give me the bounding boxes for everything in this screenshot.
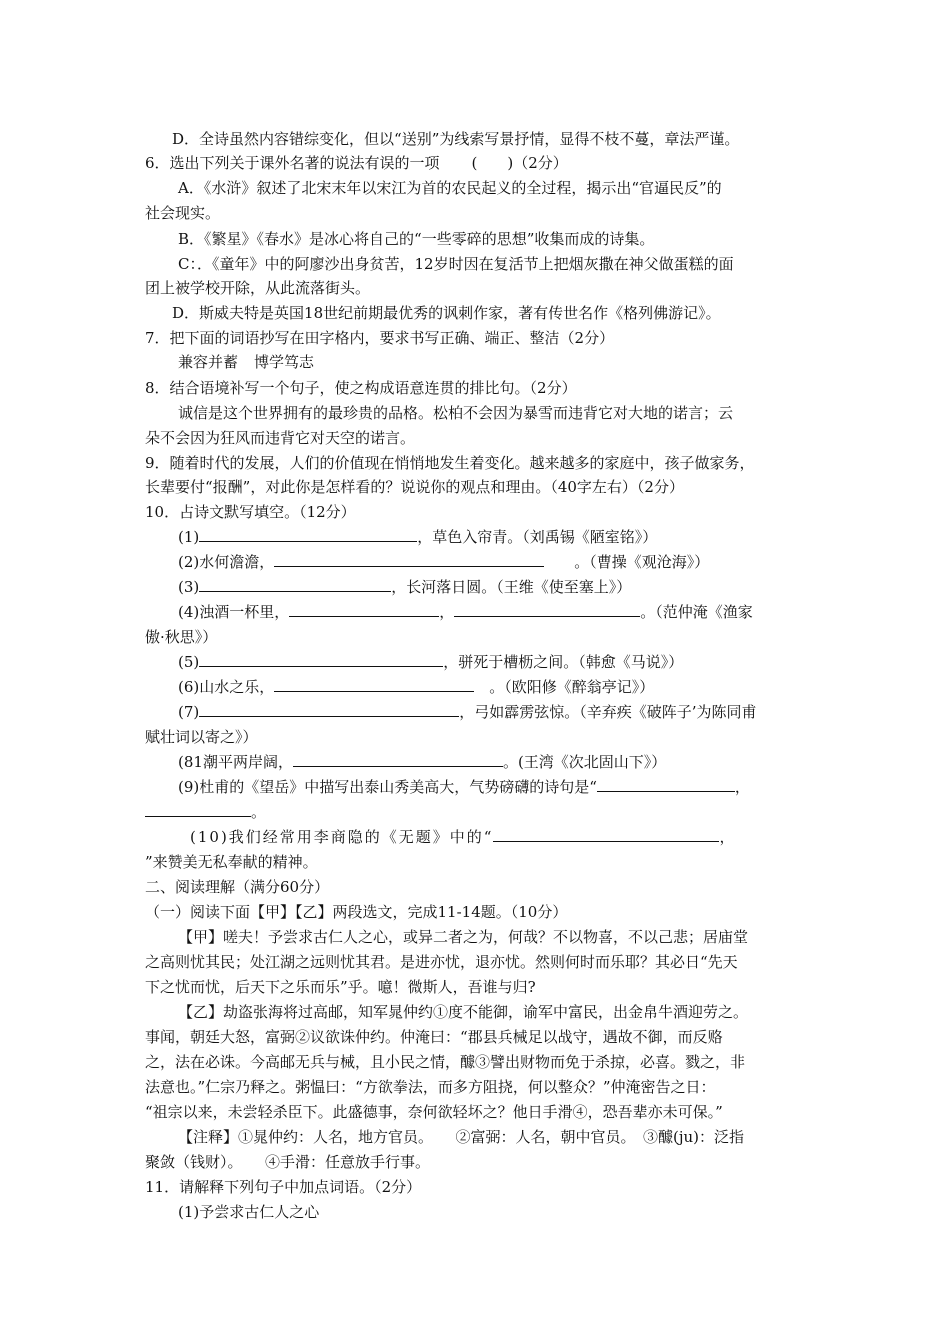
q10-item-5: (5) ，骈死于槽枥之间。（韩愈《马说》） bbox=[178, 653, 684, 671]
passage-yi-line3: 之，法在必诛。今高邮无兵与械，且小民之情，醵③譬出财物而免于杀掠，必喜。戮之，非 bbox=[145, 1053, 746, 1071]
q10-item-4-line1: (4)浊酒一杯里， ， 。（范仲淹《渔家 bbox=[178, 603, 753, 621]
fill-blank[interactable] bbox=[199, 701, 459, 717]
passage-yi-line4: 法意也。”仁宗乃释之。粥愠曰：“方欲拳法，而多方阻挠，何以整众？”仲淹密告之日： bbox=[145, 1078, 716, 1096]
q8-context-line1: 诚信是这个世界拥有的最珍贵的品格。松柏不会因为暴雪而违背它对大地的诺言；云 bbox=[178, 404, 734, 422]
passage-jia-line2: 之高则忧其民；处江湖之远则忧其君。是进亦忧，退亦忧。然则何时而乐耶？其必日“先天 bbox=[145, 953, 738, 971]
fill-blank[interactable] bbox=[493, 826, 719, 842]
q11-item-1: (1)予尝求古仁人之心 bbox=[178, 1203, 320, 1221]
fill-blank[interactable] bbox=[289, 601, 439, 617]
q10-item-6: (6)山水之乐， 。（欧阳修《醉翁亭记》） bbox=[178, 678, 655, 696]
passage-jia-line3: 下之忧而忧，后天下之乐而乐”乎。噫！微斯人，吾谁与归? bbox=[145, 978, 536, 996]
passage-jia-line1: 【甲】嗟夫！予尝求古仁人之心，或异二者之为，何哉？不以物喜，不以己悲；居庙堂 bbox=[178, 928, 749, 946]
q10-item-1: (1) ，草色入帘青。（刘禹锡《陋室铭》） bbox=[178, 528, 658, 546]
fill-blank[interactable] bbox=[454, 601, 640, 617]
fill-blank[interactable] bbox=[145, 801, 251, 817]
q5-option-d: D．全诗虽然内容错综变化，但以“送别”为线索写景抒情，显得不枝不蔓，章法严谨。 bbox=[172, 130, 740, 148]
notes-line1: 【注释】①晁仲约：人名，地方官员。 ②富弼：人名，朝中官员。 ③醵(ju)：泛指 bbox=[178, 1128, 745, 1146]
q11-stem: 11．请解释下列句子中加点词语。（2分） bbox=[145, 1178, 422, 1196]
fill-blank[interactable] bbox=[199, 651, 443, 667]
q8-context-line2: 朵不会因为狂风而违背它对天空的诺言。 bbox=[145, 429, 416, 447]
q6-stem: 6．选出下列关于课外名著的说法有误的一项 ( )（2分） bbox=[145, 154, 568, 172]
q6-option-c-line2: 团上被学校开除，从此流落街头。 bbox=[145, 279, 371, 297]
q10-item-10-line1: (10)我们经常用李商隐的《无题》中的“ ， bbox=[190, 828, 737, 846]
q10-item-3: (3) ，长河落日圆。（王维《使至塞上》） bbox=[178, 578, 632, 596]
q6-option-d: D．斯威夫特是英国18世纪前期最优秀的讽刺作家，著有传世名作《格列佛游记》。 bbox=[172, 304, 721, 322]
fill-blank[interactable] bbox=[199, 576, 391, 592]
q10-item-9-line2: 。 bbox=[145, 801, 266, 823]
q6-option-a-line2: 社会现实。 bbox=[145, 204, 221, 222]
q10-item-10-line2: ”来赞美无私奉献的精神。 bbox=[145, 853, 318, 871]
q10-item-4-line2: 傲·秋思》） bbox=[145, 628, 218, 646]
fill-blank[interactable] bbox=[274, 676, 474, 692]
passage-yi-line5: “祖宗以来，未尝轻杀臣下。此盛德事，奈何欲轻坏之？他日手滑④，恐吾辈亦未可保。” bbox=[145, 1103, 723, 1121]
q10-item-7-line2: 赋壮词以寄之》） bbox=[145, 728, 258, 746]
q10-item-2: (2)水何澹澹， 。（曹操《观沧海》） bbox=[178, 553, 710, 571]
passage-yi-line1: 【乙】劫盗张海将过高邮，知军晁仲约①度不能御，谕军中富民，出金帛牛酒迎劳之。 bbox=[178, 1003, 749, 1021]
passage-yi-line2: 事闻，朝廷大怒，富弼②议欲诛仲约。仲淹曰：“郡县兵械足以战守，遇故不御，而反赂 bbox=[145, 1028, 723, 1046]
q7-stem: 7．把下面的词语抄写在田字格内，要求书写正确、端正、整洁（2分） bbox=[145, 329, 615, 347]
reading-1-intro: （一）阅读下面【甲】【乙】两段选文，完成11-14题。（10分） bbox=[145, 903, 568, 921]
fill-blank[interactable] bbox=[597, 776, 735, 792]
q10-item-8: (81潮平两岸阔， 。(王湾《次北固山下》） bbox=[178, 753, 667, 771]
q8-stem: 8．结合语境补写一个句子，使之构成语意连贯的排比句。（2分） bbox=[145, 379, 577, 397]
notes-line2: 聚敛（钱财）。 ④手滑：任意放手行事。 bbox=[145, 1153, 431, 1171]
fill-blank[interactable] bbox=[293, 751, 503, 767]
section-2-heading: 二、阅读理解（满分60分） bbox=[145, 878, 330, 896]
q6-option-b: B．《繁星》《春水》是冰心将自己的“一些零碎的思想”收集而成的诗集。 bbox=[178, 230, 655, 248]
q9-stem-line1: 9．随着时代的发展，人们的价值现在悄悄地发生着变化。越来越多的家庭中，孩子做家务， bbox=[145, 454, 755, 472]
q10-item-9-line1: (9)杜甫的《望岳》中描写出泰山秀美高大，气势磅礴的诗句是“ ， bbox=[178, 778, 750, 796]
q6-option-c-line1: C：．《童年》中的阿廖沙出身贫苦，12岁时因在复活节上把烟灰撒在神父做蛋糕的面 bbox=[178, 255, 734, 273]
fill-blank[interactable] bbox=[199, 526, 417, 542]
q10-stem: 10．占诗文默写填空。（12分） bbox=[145, 503, 356, 521]
q9-stem-line2: 长辈要付“报酬”，对此你是怎样看的？说说你的观点和理由。（40字左右）（2分） bbox=[145, 478, 684, 496]
fill-blank[interactable] bbox=[274, 551, 544, 567]
q10-item-7-line1: (7) ，弓如霹雳弦惊。（辛弃疾《破阵子’为陈同甫 bbox=[178, 703, 757, 721]
q6-option-a-line1: A．《水浒》叙述了北宋末年以宋江为首的农民起义的全过程，揭示出“官逼民反”的 bbox=[178, 179, 722, 197]
q7-words: 兼容并蓄 博学笃志 bbox=[178, 353, 315, 371]
